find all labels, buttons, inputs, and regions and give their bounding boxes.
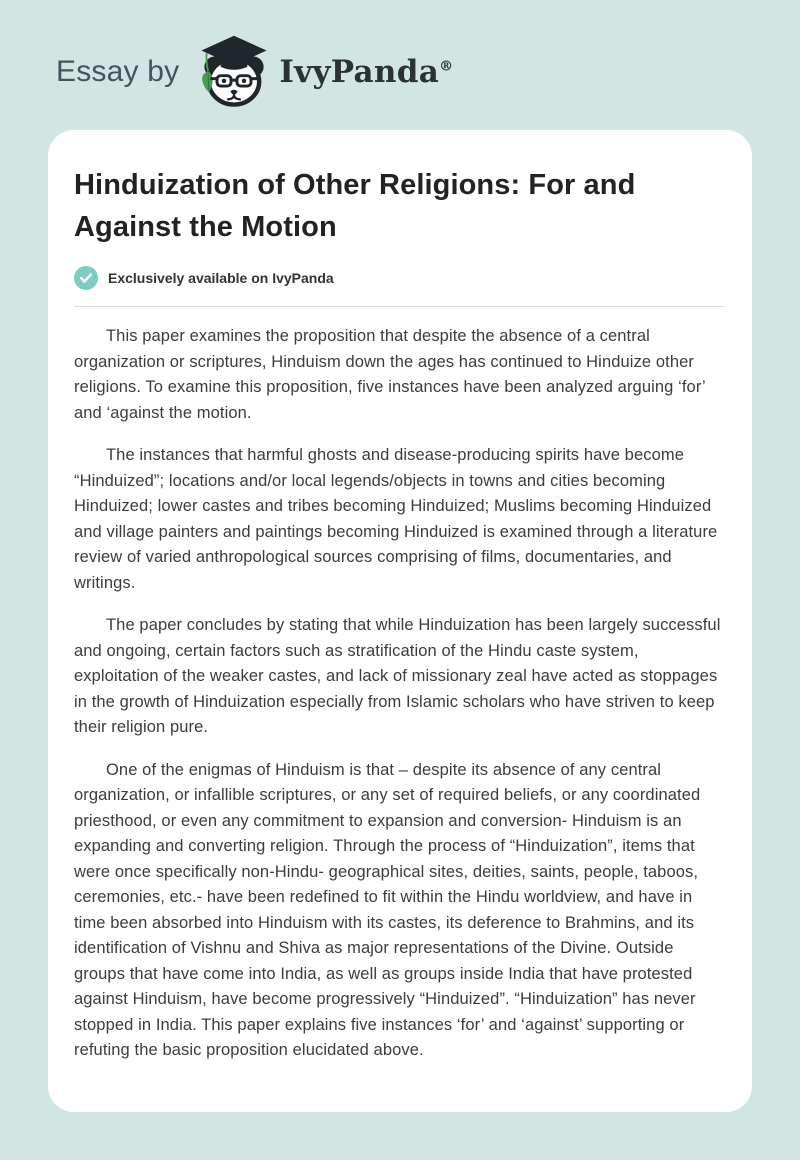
paragraph-2: The instances that harmful ghosts and disease-producing spirits have become “Hinduized”; locations and/or local legends/objects in towns and cities becoming Hinduized; lower castes and tribes becoming Hinduized; Muslims becoming Hinduized and village painters and paintings becoming Hinduized is examined through a literature review of varied anthropological sources comprising of films, documentaries, and writings. xyxy=(74,446,718,592)
check-icon xyxy=(74,266,98,290)
exclusive-badge-label: Exclusively available on IvyPanda xyxy=(108,270,334,287)
registered-trademark: ® xyxy=(439,58,454,75)
essay-body xyxy=(74,324,724,1064)
essay-title: Hinduization of Other Religions: For and Against the Motion xyxy=(74,169,636,244)
panda-graduate-icon xyxy=(197,34,271,110)
paragraph-3: The paper concludes by stating that while Hinduization has been largely successful and ongoing, certain factors such as stratification of the Hindu caste system, exploitation of the weaker castes, and lack of missionary zeal have acted as stoppages in the growth of Hinduization especially from Islamic scholars who have striven to keep their religion pure. xyxy=(74,616,721,737)
divider xyxy=(74,306,724,307)
exclusive-badge xyxy=(74,266,724,290)
page-header xyxy=(0,0,800,110)
essay-card xyxy=(48,130,752,1112)
paragraph-4: One of the enigmas of Hinduism is that – despite its absence of any central organization, or infallible scriptures, or any set of required beliefs, or any coordinated priesthood, or even any commitment to expansion and conversion- Hinduism is an expanding and converting religion. Through the process of “Hinduization”, items that were once specifically non-Hindu- geographical sites, deities, saints, people, taboos, ceremonies, etc.- have been redefined to fit within the Hindu worldview, and have in time been absorbed into Hinduism with its castes, its deference to Brahmins, and its identification of Vishnu and Shiva as major representations of the Divine. Outside groups that have come into India, as well as groups inside India that have protested against Hinduism, have become progressively “Hinduized”. “Hinduization” has never stopped in India. This paper explains five instances ‘for’ and ‘against’ supporting or refuting the basic proposition elucidated above. xyxy=(74,760,701,1060)
ivypanda-logo xyxy=(197,34,453,110)
paragraph-1: This paper examines the proposition that despite the absence of a central organization or scriptures, Hinduism down the ages has continued to Hinduize other religions. To examine this proposition, five instances have been analyzed arguing ‘for’ and ‘against the motion. xyxy=(74,327,706,422)
essay-by-label: Essay by xyxy=(56,55,180,88)
brand-name: IvyPanda® xyxy=(279,54,454,90)
